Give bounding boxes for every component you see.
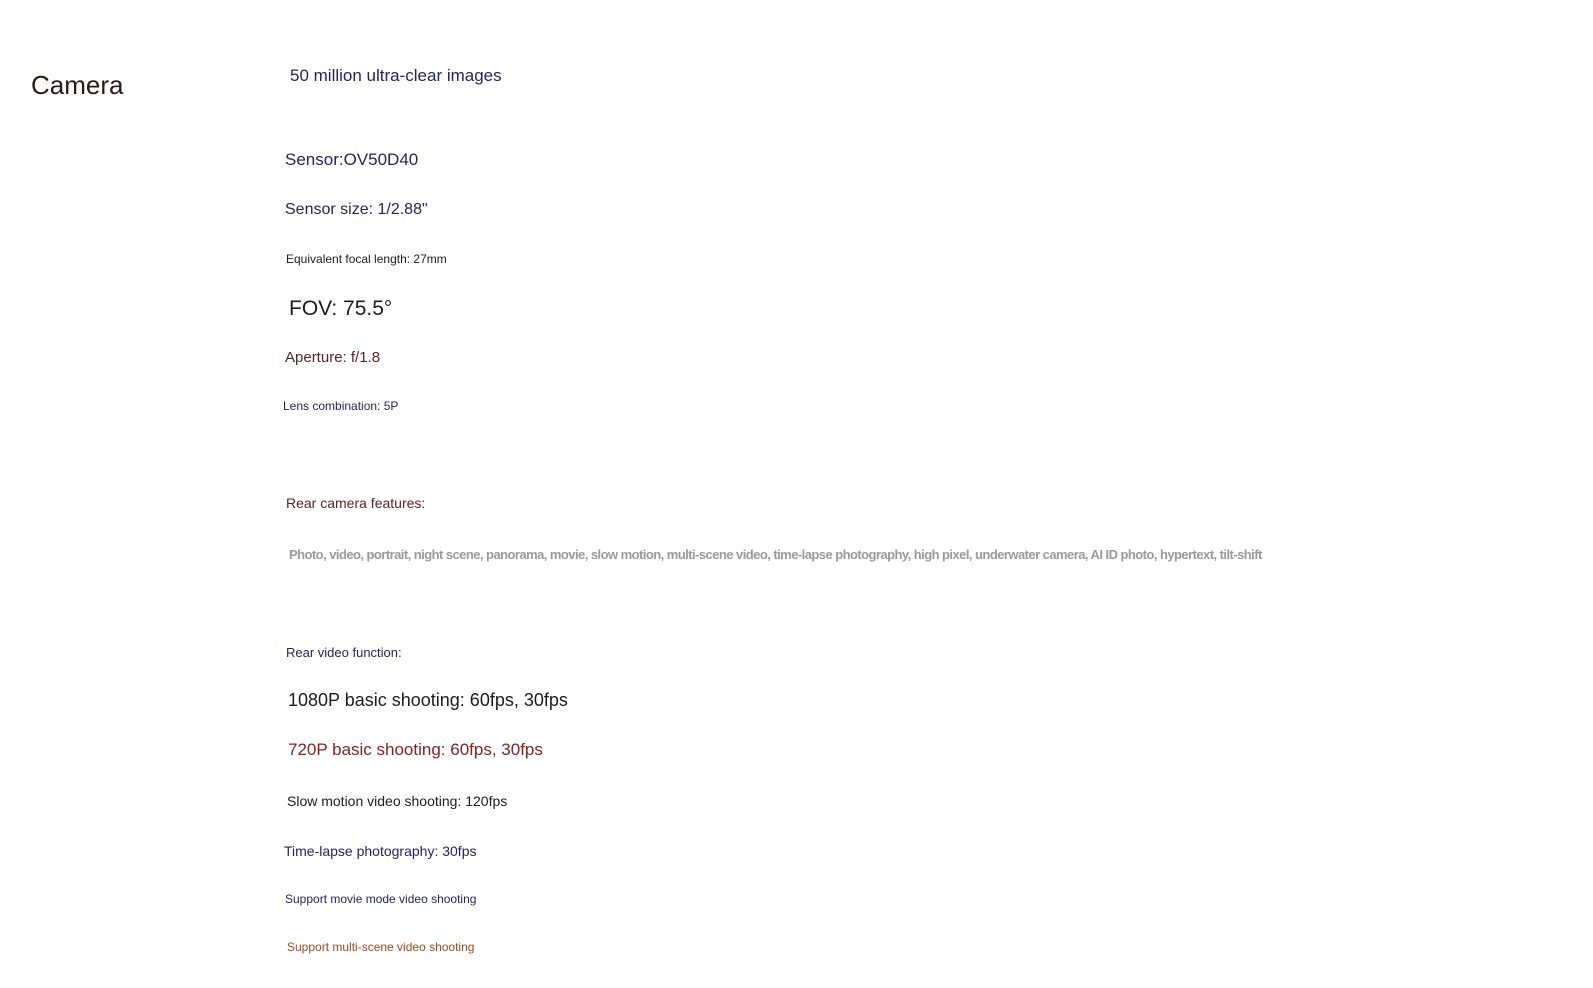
video-720p-spec: 720P basic shooting: 60fps, 30fps (288, 740, 543, 759)
sensor-size-spec: Sensor size: 1/2.88" (285, 201, 428, 218)
video-1080p-spec: 1080P basic shooting: 60fps, 30fps (288, 690, 568, 710)
movie-mode-spec: Support movie mode video shooting (285, 892, 477, 906)
multi-scene-spec: Support multi-scene video shooting (287, 940, 475, 954)
camera-headline: 50 million ultra-clear images (290, 66, 502, 85)
rear-video-function-label: Rear video function: (286, 645, 402, 660)
section-title: Camera (31, 70, 124, 100)
rear-camera-features-label: Rear camera features: (286, 495, 426, 511)
time-lapse-spec: Time-lapse photography: 30fps (284, 843, 477, 859)
fov-spec: FOV: 75.5° (289, 297, 393, 320)
focal-length-spec: Equivalent focal length: 27mm (286, 252, 447, 266)
lens-combination-spec: Lens combination: 5P (283, 399, 399, 413)
slow-motion-spec: Slow motion video shooting: 120fps (287, 793, 508, 809)
sensor-spec: Sensor:OV50D40 (285, 150, 419, 169)
rear-camera-features-list: Photo, video, portrait, night scene, panorama, movie, slow motion, multi-scene video, time-lapse photography, high pixel, underwater camera, AI ID photo, hypertext, tilt-shift (289, 547, 1262, 562)
aperture-spec: Aperture: f/1.8 (285, 349, 381, 366)
